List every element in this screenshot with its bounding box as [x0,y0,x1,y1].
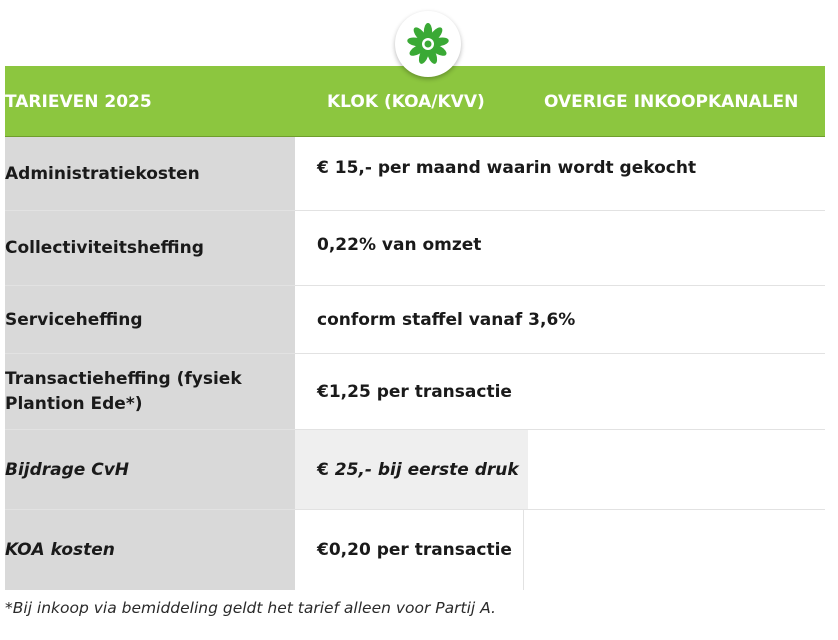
table-row [5,286,825,354]
cell-divider [523,510,524,590]
table-row [5,211,825,286]
table-row [5,354,825,430]
row-value [317,430,519,509]
flower-logo-graphic [405,21,451,67]
header-klok: KLOK (KOA/KVV) [327,92,485,112]
table-row [5,510,825,590]
row-label-line: Plantion Ede*) [5,393,143,414]
row-label [5,354,295,429]
row-value: € 15,- per maand waarin wordt gekocht [317,158,697,178]
row-value: conform staffel vanaf 3,6% [317,309,576,330]
row-label-line: Transactieheffing (fysiek [5,368,242,389]
row-value-prefix: € [317,459,335,480]
table-row [5,430,825,510]
flower-logo-icon [395,11,461,77]
header-tarieven: TARIEVEN 2025 [5,92,152,112]
row-value: €1,25 per transactie [317,381,512,402]
row-value: 0,22% van omzet [317,235,482,255]
row-label: Collectiviteitsheffing [5,211,295,285]
table-header [5,66,825,137]
table-row [5,137,825,211]
row-label: Bijdrage CvH [5,430,295,509]
row-label: Serviceheffing [5,286,295,353]
tariff-table [5,66,825,590]
header-overige-inkoopkanalen: OVERIGE INKOOPKANALEN [544,92,799,112]
row-value-italic: 25,- bij eerste druk [334,459,519,480]
row-label: KOA kosten [5,510,295,590]
row-label: Administratiekosten [5,137,295,210]
footnote: *Bij inkoop via bemiddeling geldt het tarief alleen voor Partij A. [5,599,496,617]
row-value: €0,20 per transactie [317,540,512,560]
